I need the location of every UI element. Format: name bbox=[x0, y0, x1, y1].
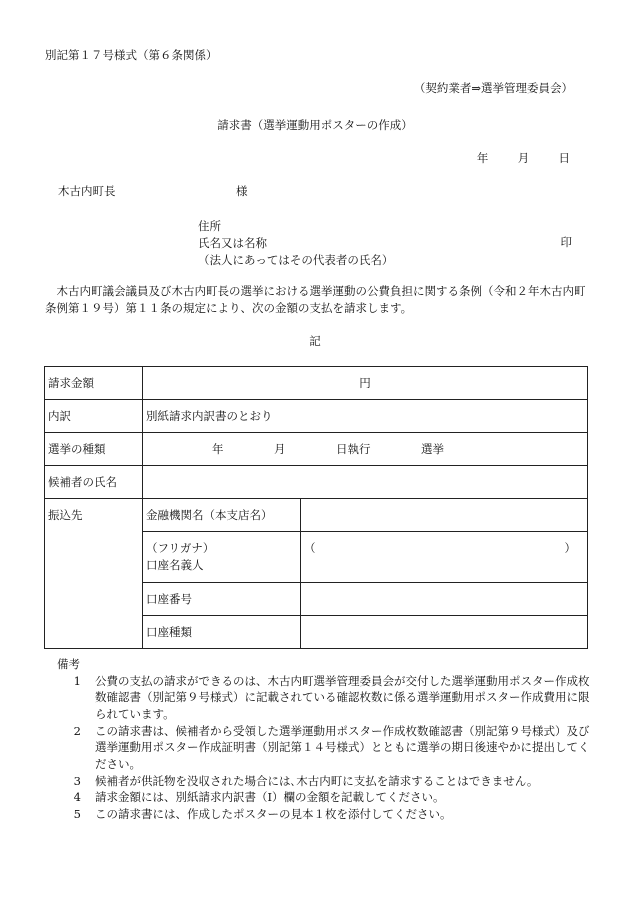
note-item bbox=[45, 789, 593, 806]
furigana-label: （フリガナ） bbox=[146, 541, 215, 556]
transfer-label: 振込先 bbox=[45, 499, 143, 649]
account-number-field[interactable] bbox=[301, 583, 588, 616]
body-text: 木古内町議会議員及び木古内町長の選挙における選挙運動の公費負担に関する条例（令和２年木古内町条例第１９号）第１１条の規定により、次の金額の支払を請求します。 bbox=[45, 284, 586, 316]
date-month: 月 bbox=[517, 151, 530, 165]
election-month: 月 bbox=[274, 441, 286, 456]
date-day: 日 bbox=[558, 151, 570, 165]
account-number-label: 口座番号 bbox=[143, 583, 301, 616]
note-item bbox=[45, 773, 593, 790]
address-label: 住所 bbox=[198, 219, 221, 233]
paren-close: ） bbox=[564, 541, 576, 555]
holder-field[interactable] bbox=[301, 532, 588, 583]
note-number: 4 bbox=[73, 790, 81, 805]
note-number: 2 bbox=[73, 723, 81, 738]
election-suffix: 選挙 bbox=[421, 441, 444, 456]
amount-label: 請求金額 bbox=[45, 367, 143, 400]
note-text: 請求金額には、別紙請求内訳書（Ⅰ）欄の金額を記載してください。 bbox=[95, 790, 445, 805]
date-year: 年 bbox=[476, 151, 489, 165]
note-item bbox=[45, 673, 593, 723]
paren-open: （ bbox=[304, 541, 316, 555]
name-note: （法人にあってはその代表者の氏名） bbox=[198, 253, 394, 267]
table-row-breakdown bbox=[45, 400, 588, 433]
election-day: 日執行 bbox=[336, 441, 371, 456]
candidate-label: 候補者の氏名 bbox=[45, 466, 143, 499]
date-line bbox=[477, 150, 570, 167]
addressee-name: 木古内町長 bbox=[58, 184, 116, 198]
account-type-field[interactable] bbox=[301, 616, 588, 649]
note-number: 3 bbox=[73, 773, 81, 788]
note-number: 5 bbox=[73, 807, 81, 822]
note-text: 候補者が供託物を没収された場合には､木古内町に支払を請求することはできません。 bbox=[95, 773, 539, 788]
table-row-amount bbox=[45, 367, 588, 400]
breakdown-label: 内訳 bbox=[45, 400, 143, 433]
ki-heading: 記 bbox=[309, 334, 321, 348]
bank-label: 金融機関名（本支店名） bbox=[143, 499, 301, 532]
notes-section bbox=[45, 656, 593, 823]
page-title: 請求書（選挙運動用ポスターの作成） bbox=[217, 118, 413, 132]
amount-field[interactable] bbox=[143, 367, 588, 400]
account-holder-label: 口座名義人 bbox=[146, 558, 204, 572]
note-text: 公費の支払の請求ができるのは、木古内町選挙管理委員会が交付した選挙運動用ポスター作成枚数確認書（別記第９号様式）に記載されている確認枚数に係る選挙運動用ポスター作成費用に限られています。 bbox=[95, 673, 590, 722]
election-label: 選挙の種類 bbox=[45, 433, 143, 466]
applicant-block bbox=[198, 218, 393, 269]
note-text: この請求書には、作成したポスターの見本１枚を添付してください。 bbox=[95, 807, 452, 822]
account-type-label: 口座種類 bbox=[143, 616, 301, 649]
bank-field[interactable] bbox=[301, 499, 588, 532]
candidate-field[interactable] bbox=[143, 466, 588, 499]
claim-table bbox=[44, 366, 588, 649]
table-row-candidate bbox=[45, 466, 588, 499]
table-row-bank bbox=[45, 499, 588, 532]
addressee-honorific: 様 bbox=[236, 184, 248, 198]
breakdown-value: 別紙請求内訳書のとおり bbox=[143, 400, 588, 433]
note-number: 1 bbox=[73, 673, 81, 688]
route-note: （契約業者⇒選挙管理委員会） bbox=[413, 81, 573, 95]
amount-unit: 円 bbox=[359, 375, 371, 390]
notes-heading: 備考 bbox=[57, 657, 80, 671]
holder-label-cell bbox=[143, 532, 301, 583]
election-year: 年 bbox=[212, 441, 224, 456]
name-label: 氏名又は名称 bbox=[198, 236, 267, 250]
note-item bbox=[45, 723, 593, 773]
note-item bbox=[45, 806, 593, 823]
table-row-election bbox=[45, 433, 588, 466]
form-number: 別記第１７号様式（第６条関係） bbox=[45, 48, 218, 62]
seal-mark: 印 bbox=[560, 235, 572, 249]
election-field[interactable] bbox=[143, 433, 588, 466]
note-text: この請求書は、候補者から受領した選挙運動用ポスター作成枚数確認書（別記第９号様式）及び選挙運動用ポスター作成証明書（別記第１４号様式）とともに選挙の期日後速やかに提出してください。 bbox=[95, 723, 590, 772]
